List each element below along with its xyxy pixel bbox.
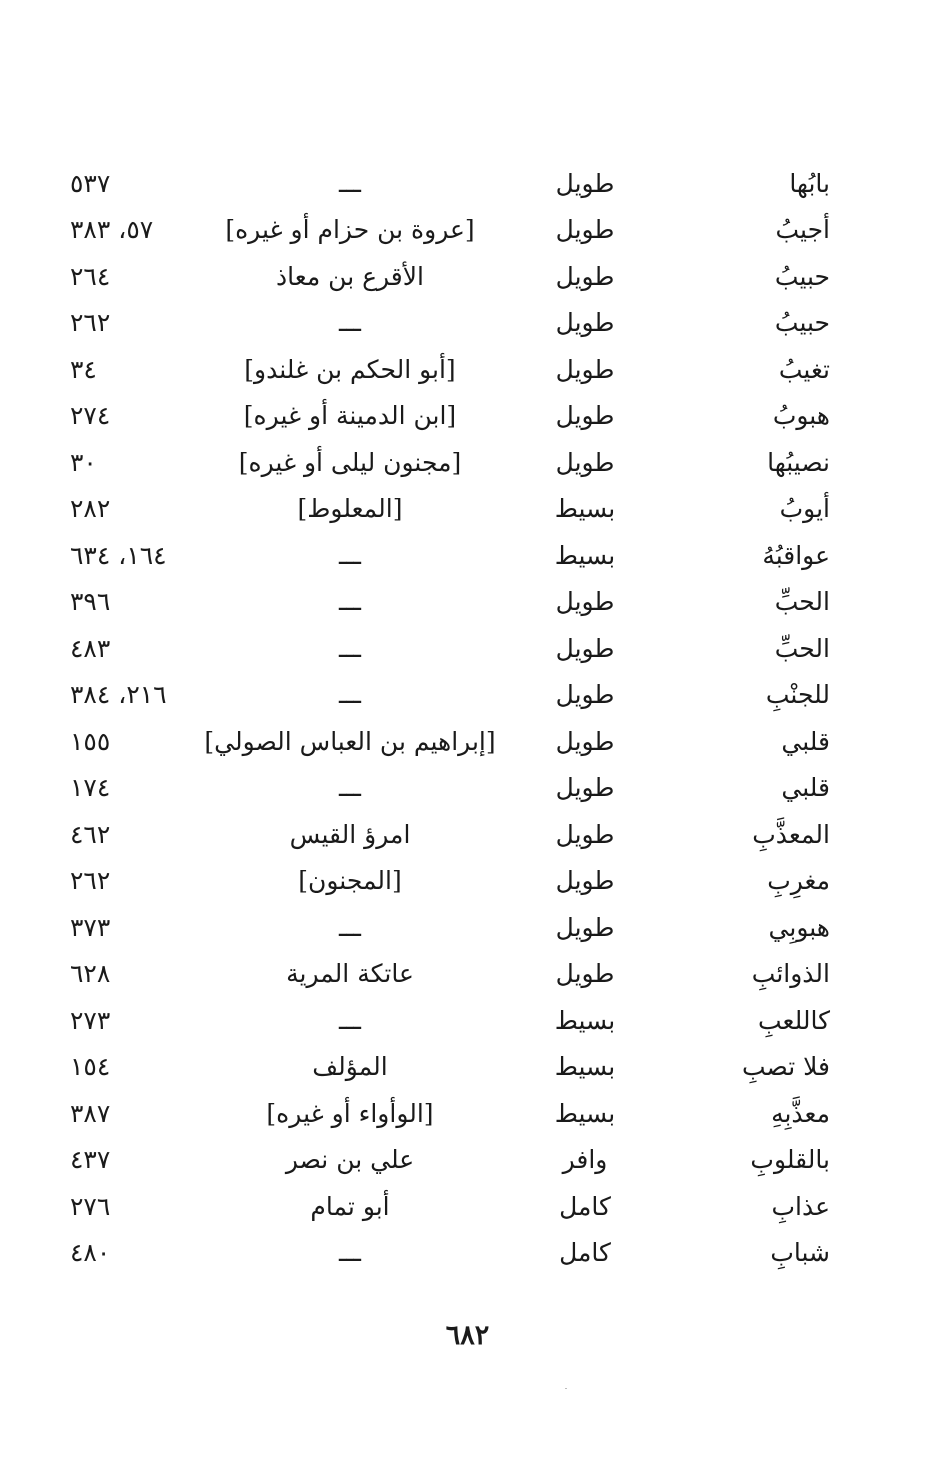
page-ref-cell-text: ٣٩٦ (70, 587, 111, 617)
meter-cell-text: وافر (562, 1145, 608, 1175)
index-row (70, 439, 830, 486)
index-row (70, 904, 830, 951)
page-ref-cell-text: ٤٨٣ (70, 633, 111, 663)
meter-cell (500, 1052, 670, 1082)
rhyme-cell (670, 959, 830, 989)
meter-cell (500, 959, 670, 989)
index-row (70, 1137, 830, 1184)
rhyme-cell (670, 1005, 830, 1035)
poet-cell (200, 1005, 500, 1035)
meter-cell (500, 401, 670, 431)
meter-cell (500, 215, 670, 245)
page-ref-cell-text: ١٧٤ (70, 773, 111, 803)
poet-cell-text: المؤلف (312, 1052, 388, 1082)
rhyme-cell-text: حبيبُ (774, 308, 830, 338)
rhyme-cell (670, 1052, 830, 1082)
meter-cell (500, 680, 670, 710)
meter-cell (500, 1145, 670, 1175)
meter-cell (500, 354, 670, 384)
rhyme-cell (670, 354, 830, 384)
poet-cell (200, 1191, 500, 1221)
meter-cell-text: بسيط (554, 494, 616, 524)
meter-cell-text: كامل (559, 1238, 611, 1268)
rhyme-cell (670, 447, 830, 477)
poet-cell (200, 726, 500, 756)
meter-cell (500, 1005, 670, 1035)
poet-cell-text: [إبراهيم بن العباس الصولي] (204, 726, 496, 756)
meter-cell-text: طويل (555, 912, 615, 942)
poet-cell (200, 912, 500, 942)
rhyme-cell (670, 1238, 830, 1268)
meter-cell-text: بسيط (554, 1098, 616, 1128)
rhyme-cell (670, 261, 830, 291)
meter-cell (500, 633, 670, 663)
page-ref-cell (70, 1005, 200, 1035)
meter-cell-text: طويل (555, 168, 615, 198)
rhyme-cell (670, 587, 830, 617)
index-row (70, 486, 830, 533)
page-number: ٦٨٢ (445, 1320, 490, 1351)
meter-cell-text: طويل (555, 308, 615, 338)
rhyme-cell-text: فلا تصبِ (741, 1052, 830, 1082)
index-row (70, 672, 830, 719)
page-ref-cell (70, 1191, 200, 1221)
meter-cell-text: كامل (559, 1191, 611, 1221)
rhyme-cell-text: معذَّبِهِ (771, 1098, 830, 1128)
poet-cell-text: [ابن الدمينة أو غيره] (243, 401, 457, 431)
rhyme-cell-text: قلبي (781, 773, 830, 803)
meter-cell-text: طويل (555, 680, 615, 710)
index-row (70, 951, 830, 998)
poet-cell (200, 215, 500, 245)
meter-cell (500, 587, 670, 617)
rhyme-cell-text: الحبِّ (774, 633, 830, 663)
page-ref-cell-text: ٢٦٢ (70, 308, 111, 338)
page-ref-cell-text: ٤٨٠ (70, 1238, 111, 1268)
poet-cell-text: ـــ (339, 540, 361, 570)
index-row (70, 1183, 830, 1230)
poet-cell-text: الأقرع بن معاذ (276, 261, 424, 291)
meter-cell (500, 1191, 670, 1221)
poet-cell-text: [مجنون ليلى أو غيره] (238, 447, 462, 477)
meter-cell (500, 261, 670, 291)
page-ref-cell-text: ٥٧، ٣٨٣ (70, 215, 154, 245)
index-row (70, 811, 830, 858)
poet-cell (200, 401, 500, 431)
page-ref-cell-text: ٢٧٣ (70, 1005, 111, 1035)
index-row (70, 765, 830, 812)
meter-cell-text: طويل (555, 354, 615, 384)
rhyme-cell-text: هبوبِي (768, 912, 830, 942)
rhyme-cell-text: نصيبُها (767, 447, 830, 477)
meter-cell (500, 866, 670, 896)
rhyme-cell-text: تغيبُ (778, 354, 830, 384)
page-ref-cell (70, 401, 200, 431)
rhyme-cell (670, 680, 830, 710)
page-ref-cell (70, 680, 200, 710)
page-ref-cell (70, 540, 200, 570)
meter-cell-text: طويل (555, 215, 615, 245)
page-ref-cell (70, 819, 200, 849)
poet-cell-text: ـــ (339, 1005, 361, 1035)
page-ref-cell-text: ٢٧٦ (70, 1191, 111, 1221)
page-ref-cell-text: ٢٨٢ (70, 494, 111, 524)
page-ref-cell-text: ١٥٤ (70, 1052, 111, 1082)
poet-cell-text: [عروة بن حزام أو غيره] (225, 215, 475, 245)
meter-cell-text: طويل (555, 587, 615, 617)
page-ref-cell (70, 168, 200, 198)
page-ref-cell (70, 1098, 200, 1128)
meter-cell (500, 447, 670, 477)
meter-cell-text: طويل (555, 261, 615, 291)
page-ref-cell-text: ١٦٤، ٦٣٤ (70, 540, 167, 570)
page-ref-cell-text: ٤٣٧ (70, 1145, 111, 1175)
meter-cell (500, 168, 670, 198)
poet-cell (200, 680, 500, 710)
poet-cell-text: ـــ (339, 912, 361, 942)
poet-cell (200, 494, 500, 524)
page-ref-cell-text: ٣٠ (70, 447, 97, 477)
index-row (70, 393, 830, 440)
poet-cell (200, 959, 500, 989)
rhyme-cell-text: حبيبُ (774, 261, 830, 291)
rhyme-cell-text: بابُها (789, 168, 830, 198)
meter-cell (500, 1098, 670, 1128)
rhyme-cell-text: هبوبُ (772, 401, 830, 431)
rhyme-cell (670, 308, 830, 338)
poet-cell-text: ـــ (339, 773, 361, 803)
page-ref-cell-text: ٣٨٧ (70, 1098, 111, 1128)
poet-cell-text: [المجنون] (298, 866, 402, 896)
page-ref-cell (70, 773, 200, 803)
poet-cell-text: [الوأواء أو غيره] (266, 1098, 434, 1128)
index-row (70, 532, 830, 579)
index-row (70, 997, 830, 1044)
page-ref-cell (70, 726, 200, 756)
index-row (70, 579, 830, 626)
rhyme-index-table (70, 160, 830, 1276)
meter-cell (500, 912, 670, 942)
poet-cell (200, 773, 500, 803)
page-ref-cell (70, 261, 200, 291)
page-ref-cell-text: ٦٢٨ (70, 959, 111, 989)
poet-cell-text: أبو تمام (310, 1191, 390, 1221)
rhyme-cell (670, 540, 830, 570)
index-row (70, 253, 830, 300)
rhyme-cell-text: المعذَّبِ (752, 819, 830, 849)
rhyme-cell (670, 168, 830, 198)
meter-cell-text: طويل (555, 401, 615, 431)
rhyme-cell-text: بالقلوبِ (750, 1145, 830, 1175)
rhyme-cell-text: مغرِبِ (767, 866, 830, 896)
meter-cell-text: بسيط (554, 540, 616, 570)
page-ref-cell (70, 354, 200, 384)
page-ref-cell (70, 959, 200, 989)
poet-cell (200, 1145, 500, 1175)
poet-cell-text: [المعلوط] (297, 494, 403, 524)
rhyme-cell (670, 726, 830, 756)
poet-cell (200, 354, 500, 384)
index-row (70, 1090, 830, 1137)
index-row (70, 1230, 830, 1277)
poet-cell-text: [أبو الحكم بن غلندو] (244, 354, 456, 384)
rhyme-cell-text: عواقبُهُ (762, 540, 830, 570)
index-row (70, 858, 830, 905)
rhyme-cell-text: أجيبُ (775, 215, 830, 245)
rhyme-cell (670, 401, 830, 431)
index-row (70, 346, 830, 393)
page-ref-cell (70, 1052, 200, 1082)
index-row (70, 718, 830, 765)
rhyme-cell-text: الذوائبِ (751, 959, 830, 989)
rhyme-cell-text: قلبي (781, 726, 830, 756)
poet-cell (200, 1238, 500, 1268)
page-ref-cell (70, 447, 200, 477)
rhyme-cell (670, 1145, 830, 1175)
page-ref-cell (70, 633, 200, 663)
meter-cell-text: طويل (555, 773, 615, 803)
meter-cell (500, 308, 670, 338)
page-ref-cell (70, 494, 200, 524)
page-ref-cell (70, 587, 200, 617)
page-ref-cell-text: ١٥٥ (70, 726, 111, 756)
poet-cell (200, 168, 500, 198)
page-ref-cell-text: ٣٧٣ (70, 912, 111, 942)
page-ref-cell-text: ٢٧٤ (70, 401, 111, 431)
meter-cell-text: بسيط (554, 1052, 616, 1082)
poet-cell (200, 866, 500, 896)
meter-cell (500, 540, 670, 570)
meter-cell (500, 773, 670, 803)
page-ref-cell (70, 215, 200, 245)
page-ref-cell (70, 1145, 200, 1175)
rhyme-cell-text: كاللعبِ (757, 1005, 830, 1035)
index-row (70, 300, 830, 347)
index-row (70, 160, 830, 207)
poet-cell (200, 633, 500, 663)
page-ref-cell-text: ٥٣٧ (70, 168, 111, 198)
meter-cell-text: طويل (555, 447, 615, 477)
poet-cell-text: ـــ (339, 308, 361, 338)
poet-cell (200, 819, 500, 849)
rhyme-cell (670, 1191, 830, 1221)
rhyme-cell (670, 215, 830, 245)
meter-cell-text: طويل (555, 866, 615, 896)
rhyme-cell (670, 494, 830, 524)
poet-cell (200, 540, 500, 570)
poet-cell-text: ـــ (339, 587, 361, 617)
rhyme-cell-text: أيوبُ (779, 494, 830, 524)
rhyme-cell (670, 912, 830, 942)
page-ref-cell (70, 866, 200, 896)
poet-cell (200, 261, 500, 291)
meter-cell-text: طويل (555, 819, 615, 849)
rhyme-cell (670, 633, 830, 663)
rhyme-cell-text: للجنْبِ (765, 680, 830, 710)
page-ref-cell-text: ٤٦٢ (70, 819, 111, 849)
poet-cell (200, 1052, 500, 1082)
page-ref-cell (70, 308, 200, 338)
poet-cell (200, 587, 500, 617)
meter-cell-text: طويل (555, 726, 615, 756)
meter-cell (500, 494, 670, 524)
meter-cell (500, 819, 670, 849)
poet-cell-text: ـــ (339, 680, 361, 710)
rhyme-cell-text: عذابِ (771, 1191, 830, 1221)
rhyme-cell-text: الحبِّ (774, 587, 830, 617)
index-row (70, 625, 830, 672)
meter-cell-text: بسيط (554, 1005, 616, 1035)
poet-cell (200, 1098, 500, 1128)
rhyme-cell (670, 773, 830, 803)
rhyme-cell (670, 866, 830, 896)
poet-cell (200, 308, 500, 338)
index-row (70, 1044, 830, 1091)
meter-cell-text: طويل (555, 959, 615, 989)
rhyme-cell (670, 819, 830, 849)
scan-speck (565, 1388, 567, 1389)
poet-cell-text: علي بن نصر (285, 1145, 415, 1175)
meter-cell (500, 726, 670, 756)
page-ref-cell (70, 912, 200, 942)
poet-cell (200, 447, 500, 477)
page-ref-cell-text: ٢٦٢ (70, 866, 111, 896)
meter-cell-text: طويل (555, 633, 615, 663)
page-ref-cell-text: ٢٦٤ (70, 261, 111, 291)
poet-cell-text: عاتكة المرية (286, 959, 414, 989)
page-ref-cell-text: ٣٤ (70, 354, 97, 384)
index-row (70, 207, 830, 254)
page-ref-cell-text: ٢١٦، ٣٨٤ (70, 680, 167, 710)
meter-cell (500, 1238, 670, 1268)
rhyme-cell-text: شبابِ (770, 1238, 830, 1268)
page-ref-cell (70, 1238, 200, 1268)
poet-cell-text: ـــ (339, 168, 361, 198)
poet-cell-text: امرؤ القيس (289, 819, 411, 849)
poet-cell-text: ـــ (339, 1238, 361, 1268)
poet-cell-text: ـــ (339, 633, 361, 663)
rhyme-cell (670, 1098, 830, 1128)
